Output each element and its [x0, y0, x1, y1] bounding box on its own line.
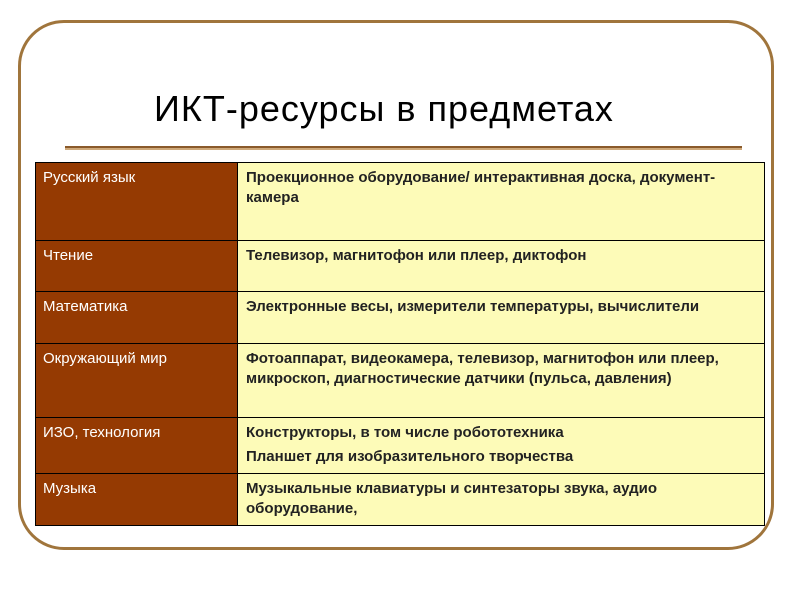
resources-cell [238, 418, 765, 474]
resource-text: Музыкальные клавиатуры и синтезаторы звука, аудио оборудование, [246, 480, 658, 517]
resource-text: Проекционное оборудование/ интерактивная доска, документ-камера [246, 169, 716, 206]
subject-cell: ИЗО, технология [36, 418, 238, 474]
table-row [36, 418, 765, 474]
ict-resources-table [35, 162, 765, 526]
title-underline [65, 146, 742, 148]
resource-text: Телевизор, магнитофон или плеер, диктофон [246, 247, 587, 264]
table-row [36, 474, 765, 526]
slide-title: ИКТ-ресурсы в предметах [154, 88, 614, 129]
subject-cell: Чтение [36, 241, 238, 292]
resources-cell [238, 241, 765, 292]
table-row [36, 344, 765, 418]
resources-cell [238, 163, 765, 241]
table-row [36, 163, 765, 241]
table-row [36, 241, 765, 292]
resource-text: Конструкторы, в том числе робототехника [246, 424, 564, 441]
subject-cell: Музыка [36, 474, 238, 526]
subject-cell: Русский язык [36, 163, 238, 241]
resource-text: Фотоаппарат, видеокамера, телевизор, магнитофон или плеер, микроскоп, диагностические датчики (пульса, давления) [246, 350, 719, 387]
subject-cell: Окружающий мир [36, 344, 238, 418]
resources-cell [238, 344, 765, 418]
resource-text: Электронные весы, измерители температуры, вычислители [246, 298, 700, 315]
resources-cell [238, 292, 765, 344]
resources-cell [238, 474, 765, 526]
resource-text: Планшет для изобразительного творчества [246, 448, 574, 465]
subject-cell: Математика [36, 292, 238, 344]
table-row [36, 292, 765, 344]
